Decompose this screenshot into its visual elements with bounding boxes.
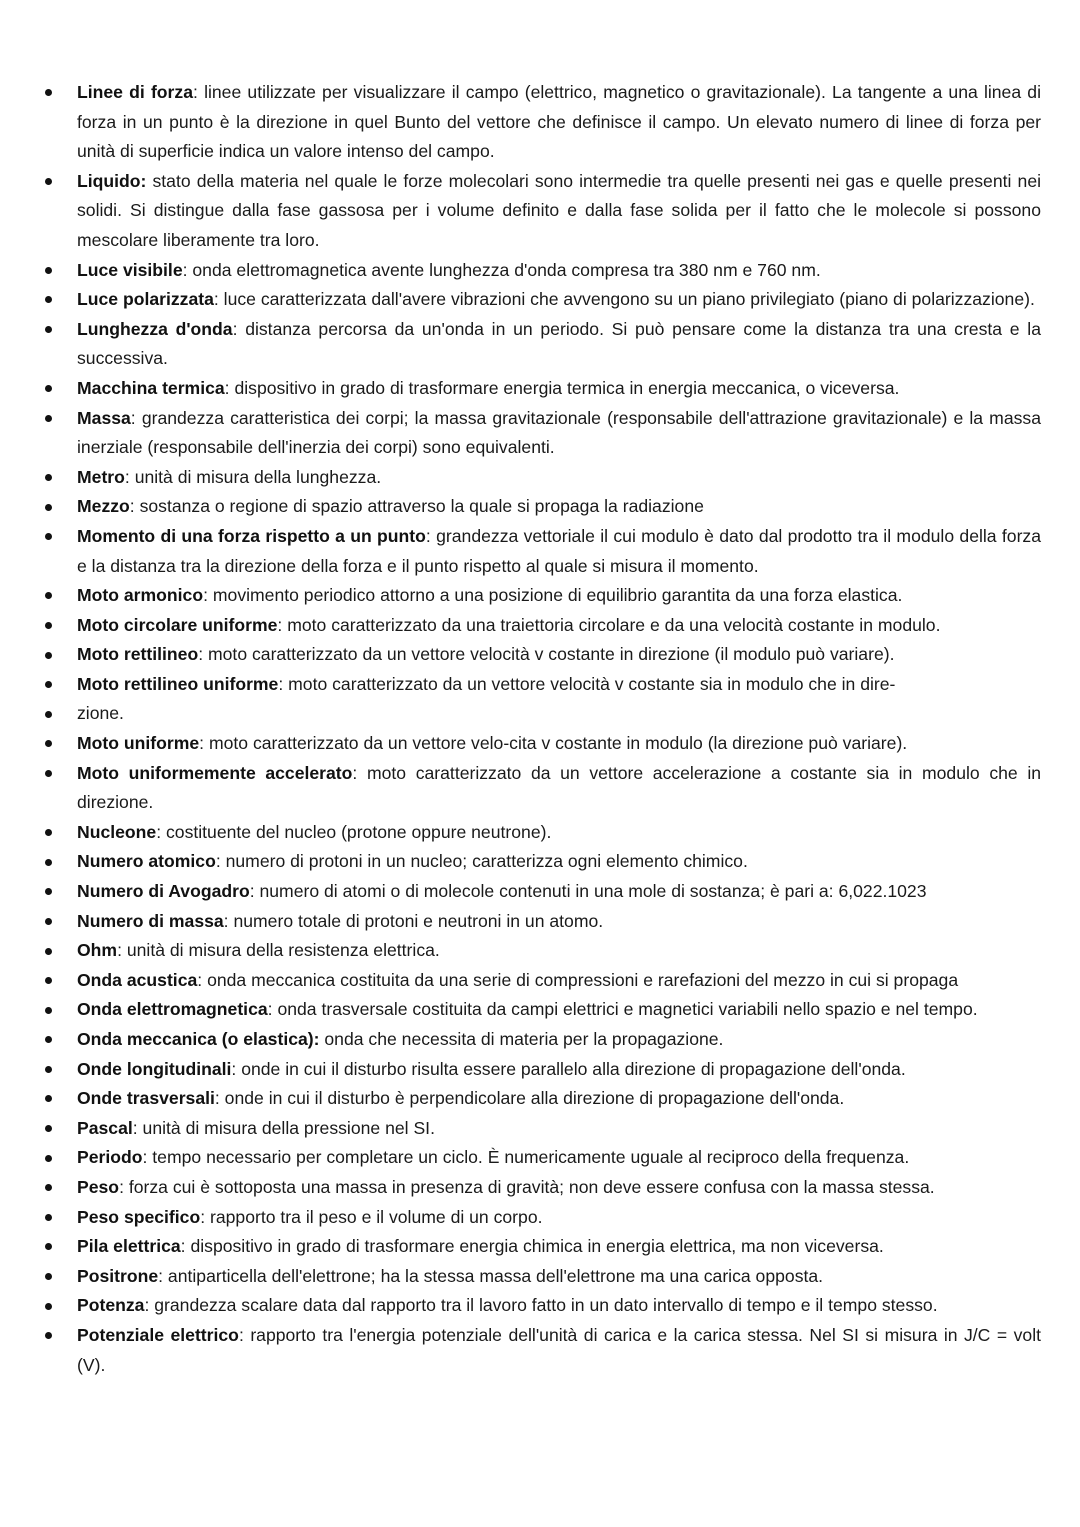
entry-term: Lunghezza d'onda (77, 318, 233, 339)
bullet-icon (43, 1291, 53, 1321)
entry-separator: : (197, 969, 208, 990)
bullet-icon (43, 374, 53, 404)
glossary-entry-onde-longitudinali (77, 1055, 1041, 1085)
entry-separator: : (223, 910, 234, 931)
glossary-entry-positrone (77, 1262, 1041, 1292)
glossary-entry-lunghezza-d-onda (77, 315, 1041, 374)
entry-definition: onde in cui il disturbo risulta essere parallelo alla direzione di propagazione dell'onda. (241, 1058, 906, 1079)
entry-separator: : (198, 644, 208, 665)
bullet-icon (43, 404, 53, 434)
entry-separator: : (278, 673, 289, 694)
bullet-icon (43, 463, 53, 493)
entry-separator: : (352, 762, 367, 783)
glossary-entry-onde-trasversali (77, 1084, 1041, 1114)
entry-separator: : (117, 940, 127, 961)
bullet-icon (43, 1173, 53, 1203)
entry-definition: sostanza o regione di spazio attraverso la quale si propaga la radiazione (139, 496, 704, 517)
glossary-entry-momento-di-una-forza (77, 522, 1041, 581)
glossary-entry-luce-visibile (77, 256, 1041, 286)
entry-definition: tempo necessario per completare un ciclo. È numericamente uguale al reciproco della frequenza. (152, 1147, 910, 1168)
entry-term: Massa (77, 407, 131, 428)
bullet-icon (43, 522, 53, 552)
entry-term: Numero di Avogadro (77, 881, 250, 902)
bullet-icon (43, 315, 53, 345)
bullet-icon (43, 995, 53, 1025)
bullet-icon (43, 640, 53, 670)
glossary-entry-ohm (77, 936, 1041, 966)
bullet-icon (43, 966, 53, 996)
bullet-icon (43, 729, 53, 759)
entry-separator: : (192, 82, 205, 102)
glossary-entry-onda-meccanica (77, 1025, 1041, 1055)
entry-separator: : (132, 1117, 143, 1138)
glossary-entry-nucleone (77, 818, 1041, 848)
entry-separator: : (277, 614, 288, 635)
glossary-entry-moto-rettilineo (77, 640, 1041, 670)
bullet-icon (43, 1203, 53, 1233)
bullet-icon (43, 907, 53, 937)
entry-definition: moto caratterizzato da un vettore velocità v costante sia in modulo che in dire- (288, 673, 896, 694)
entry-definition: moto caratterizzato da un vettore accelerazione a costante sia in modulo che in direzione. (77, 762, 1042, 813)
entry-separator: : (180, 1236, 191, 1257)
entry-term: Moto uniforme (77, 733, 200, 754)
entry-separator: : (142, 1147, 153, 1168)
entry-definition: movimento periodico attorno a una posizione di equilibrio garantita da una forza elastica. (212, 585, 903, 606)
entry-separator: : (130, 407, 142, 428)
glossary-entry-moto-uniforme (77, 729, 1041, 759)
glossary-entry-moto-armonico (77, 581, 1041, 611)
entry-definition: dispositivo in grado di trasformare energia termica in energia meccanica, o viceversa. (234, 377, 900, 398)
entry-term: Positrone (77, 1265, 159, 1286)
glossary-entry-liquido (77, 167, 1041, 256)
glossary-entry-mezzo (77, 492, 1041, 522)
entry-definition: luce caratterizzata dall'avere vibrazioni che avvengono su un piano privilegiato (piano di polarizzazione). (223, 289, 1035, 310)
entry-separator: : (200, 1206, 210, 1227)
bullet-icon (43, 492, 53, 522)
bullet-icon (43, 1321, 53, 1351)
entry-definition: onda trasversale costituita da campi elettrici e magnetici variabili nello spazio e nel tempo. (277, 999, 978, 1020)
bullet-icon (43, 1025, 53, 1055)
bullet-icon (43, 256, 53, 286)
glossary-entry-numero-di-avogadro (77, 877, 1041, 907)
entry-definition: antiparticella dell'elettrone; ha la stessa massa dell'elettrone ma una carica opposta. (167, 1265, 824, 1286)
bullet-icon (43, 78, 53, 108)
entry-definition: unità di misura della lunghezza. (134, 466, 382, 487)
entry-separator: : (124, 466, 135, 487)
entry-separator: : (182, 259, 193, 280)
entry-term: Numero atomico (77, 851, 216, 872)
entry-term: Momento di una forza rispetto a un punto (77, 525, 426, 546)
entry-separator: : (215, 851, 226, 872)
entry-term: Onda acustica (77, 969, 198, 990)
bullet-icon (43, 699, 53, 729)
entry-term: Ohm (77, 940, 118, 961)
entry-separator: : (119, 1176, 129, 1197)
entry-separator: : (156, 821, 166, 842)
entry-definition: onda che necessita di materia per la propagazione. (324, 1029, 724, 1049)
entry-definition: onda meccanica costituita da una serie di compressioni e rarefazioni del mezzo in cui si propaga (207, 969, 959, 990)
entry-definition: numero di atomi o di molecole contenuti in una mole di sostanza; è pari a: 6,022.1023 (259, 881, 927, 902)
entry-separator: : (425, 525, 437, 546)
entry-definition: grandezza scalare data dal rapporto tra il lavoro fatto in un dato intervallo di tempo e il tempo stesso. (154, 1295, 938, 1316)
entry-definition: unità di misura della resistenza elettrica. (126, 940, 440, 961)
entry-term: Peso specifico (77, 1206, 201, 1227)
entry-term: Nucleone (77, 821, 157, 842)
entry-definition: unità di misura della pressione nel SI. (142, 1117, 435, 1138)
entry-definition: rapporto tra il peso e il volume di un corpo. (210, 1206, 543, 1227)
glossary-entry-onda-elettromagnetica (77, 995, 1041, 1025)
glossary-entry-pila-elettrica (77, 1232, 1041, 1262)
bullet-icon (43, 1114, 53, 1144)
entry-definition: onde in cui il disturbo è perpendicolare alla direzione di propagazione dell'onda. (224, 1088, 845, 1109)
entry-term: Luce polarizzata (77, 289, 214, 310)
entry-term: Onda meccanica (o elastica): (77, 1029, 320, 1049)
glossary-entry-luce-polarizzata (77, 285, 1041, 315)
glossary-list (0, 78, 1080, 1380)
entry-definition: moto caratterizzato da una traiettoria circolare e da una velocità costante in modulo. (287, 614, 941, 635)
entry-definition: zione. (77, 703, 124, 724)
bullet-icon (43, 877, 53, 907)
entry-term: Numero di massa (77, 910, 224, 931)
entry-separator: : (267, 999, 278, 1020)
entry-term: Potenza (77, 1295, 145, 1316)
entry-term: Luce visibile (77, 259, 183, 280)
bullet-icon (43, 1055, 53, 1085)
entry-separator: : (232, 318, 246, 339)
entry-separator: : (214, 1088, 225, 1109)
entry-separator: : (249, 881, 260, 902)
entry-term: Metro (77, 466, 125, 487)
entry-definition: numero totale di protoni e neutroni in un atomo. (233, 910, 604, 931)
glossary-entry-moto-uniformemente-accelerato (77, 759, 1041, 818)
entry-definition: stato della materia nel quale le forze molecolari sono intermedie tra quelle presenti nei gas e quelle presenti nei solidi. Si distingue dalla fase gassosa per i volume definito e dalla fase solida per il fatto che le molecole si possono mescolare liberamente tra loro. (77, 170, 1042, 250)
entry-definition: distanza percorsa da un'onda in un periodo. Si può pensare come la distanza tra una cresta e la successiva. (77, 318, 1041, 369)
bullet-icon (43, 936, 53, 966)
entry-term: Onde longitudinali (77, 1058, 232, 1079)
entry-separator: : (199, 733, 209, 754)
entry-term: Onda elettromagnetica (77, 999, 268, 1020)
entry-term: Linee di forza (77, 82, 193, 102)
entry-definition: rapporto tra l'energia potenziale dell'unità di carica e la carica stessa. Nel SI si misura in J/C = volt (V). (77, 1324, 1041, 1375)
glossary-entry-massa (77, 404, 1041, 463)
entry-definition: moto caratterizzato da un vettore velocità v costante in direzione (il modulo può variare). (207, 644, 895, 665)
bullet-icon (43, 847, 53, 877)
entry-term: Moto rettilineo (77, 644, 199, 665)
glossary-entry-moto-rettilineo-uniforme (77, 670, 1041, 700)
bullet-icon (43, 1232, 53, 1262)
entry-separator: : (129, 496, 140, 517)
glossary-entry-numero-atomico (77, 847, 1041, 877)
entry-separator: : (158, 1265, 168, 1286)
bullet-icon (43, 1143, 53, 1173)
glossary-entry-onda-acustica (77, 966, 1041, 996)
entry-separator: : (144, 1295, 155, 1316)
bullet-icon (43, 581, 53, 611)
entry-definition: numero di protoni in un nucleo; caratterizza ogni elemento chimico. (225, 851, 748, 872)
glossary-entry-macchina-termica (77, 374, 1041, 404)
entry-term: Liquido: (77, 170, 147, 191)
entry-separator: : (203, 585, 213, 606)
entry-term: Peso (77, 1176, 120, 1197)
entry-term: Mezzo (77, 496, 130, 517)
glossary-entry-potenza (77, 1291, 1041, 1321)
entry-separator: : (238, 1324, 251, 1345)
entry-term: Pila elettrica (77, 1236, 181, 1257)
entry-definition: grandezza vettoriale il cui modulo è dato dal prodotto tra il modulo della forza e la distanza tra la direzione della forza e il punto rispetto al quale si misura il momento. (77, 525, 1042, 576)
glossary-entry-numero-di-massa (77, 907, 1041, 937)
entry-separator: : (213, 289, 224, 310)
entry-separator: : (224, 377, 235, 398)
entry-definition: onda elettromagnetica avente lunghezza d'onda compresa tra 380 nm e 760 nm. (192, 259, 821, 280)
glossary-entry-continuation (77, 699, 1041, 729)
entry-definition: moto caratterizzato da un vettore velo-cita v costante in modulo (la direzione può variare). (208, 733, 908, 754)
entry-term: Potenziale elettrico (77, 1324, 239, 1345)
bullet-icon (43, 670, 53, 700)
entry-definition: forza cui è sottoposta una massa in presenza di gravità; non deve essere confusa con la massa stessa. (128, 1176, 935, 1197)
entry-term: Periodo (77, 1147, 143, 1168)
bullet-icon (43, 759, 53, 789)
entry-term: Moto armonico (77, 585, 204, 606)
entry-separator: : (231, 1058, 242, 1079)
bullet-icon (43, 285, 53, 315)
bullet-icon (43, 611, 53, 641)
entry-term: Moto uniformemente accelerato (77, 762, 353, 783)
entry-term: Pascal (77, 1117, 133, 1138)
entry-term: Onde trasversali (77, 1088, 215, 1109)
entry-term: Moto rettilineo uniforme (77, 673, 279, 694)
bullet-icon (43, 1084, 53, 1114)
glossary-entry-pascal (77, 1114, 1041, 1144)
entry-definition: grandezza caratteristica dei corpi; la massa gravitazionale (responsabile dell'attrazione gravitazionale) e la massa inerziale (responsabile dell'inerzia dei corpi) sono equivalenti. (77, 407, 1041, 458)
glossary-entry-linee-di-forza (77, 78, 1041, 167)
bullet-icon (43, 1262, 53, 1292)
entry-term: Moto circolare uniforme (77, 614, 278, 635)
entry-definition: linee utilizzate per visualizzare il campo (elettrico, magnetico o gravitazionale). La tangente a una linea di forza in un punto è la direzione in quel Bunto del vettore che definisce il campo. Un elevato numero di linee di forza per unità di superficie indica un valore intenso del campo. (77, 82, 1041, 162)
bullet-icon (43, 167, 53, 197)
glossary-entry-moto-circolare-uniforme (77, 611, 1041, 641)
glossary-entry-periodo (77, 1143, 1041, 1173)
glossary-entry-peso-specifico (77, 1203, 1041, 1233)
document-page (0, 78, 1080, 1380)
glossary-entry-metro (77, 463, 1041, 493)
entry-definition: costituente del nucleo (protone oppure neutrone). (165, 821, 552, 842)
entry-term: Macchina termica (77, 377, 225, 398)
entry-definition: dispositivo in grado di trasformare energia chimica in energia elettrica, ma non viceversa. (190, 1236, 884, 1257)
glossary-entry-peso (77, 1173, 1041, 1203)
glossary-entry-potenziale-elettrico (77, 1321, 1041, 1380)
bullet-icon (43, 818, 53, 848)
